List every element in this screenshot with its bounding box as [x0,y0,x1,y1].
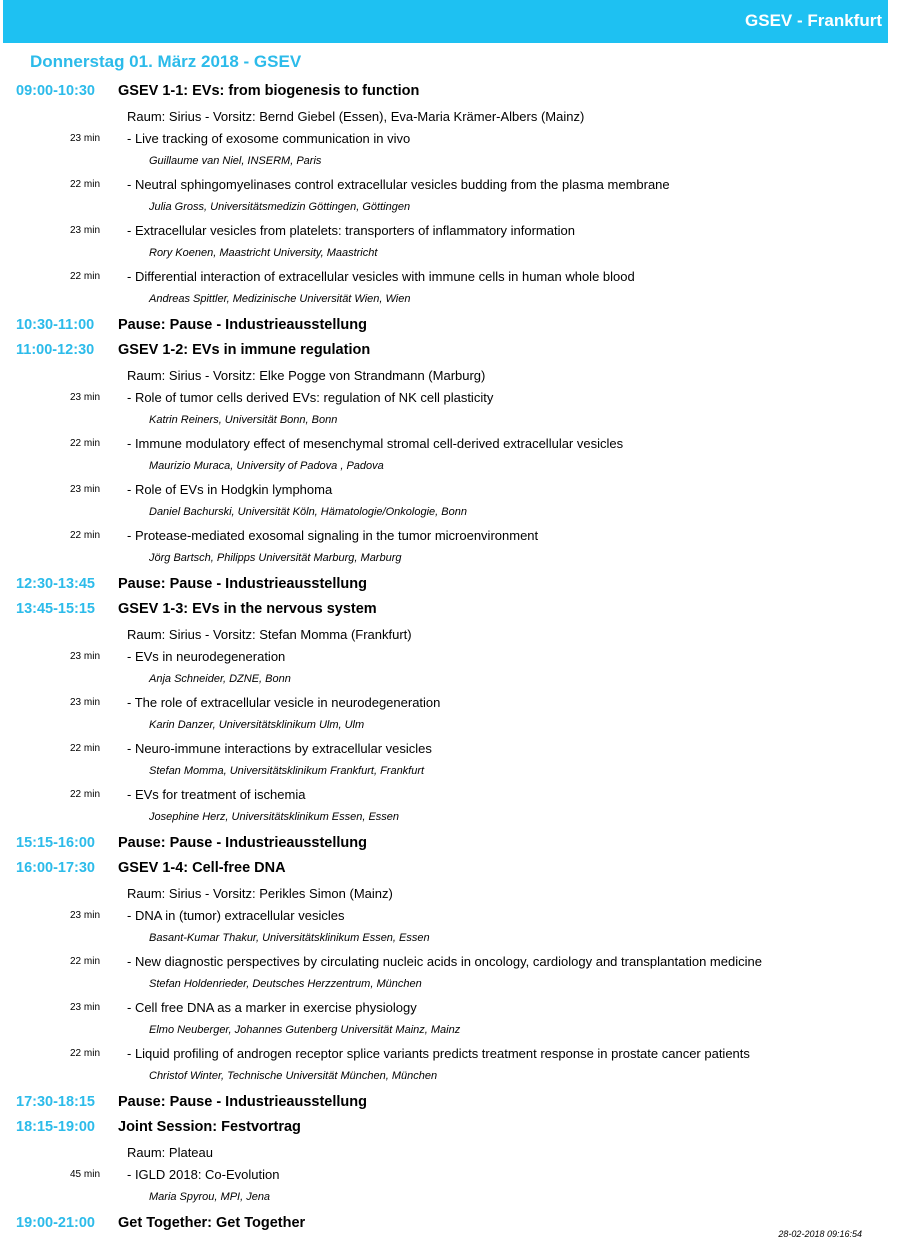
talk-speaker: Maria Spyrou, MPI, Jena [149,1191,271,1203]
talk-speaker: Stefan Holdenrieder, Deutsches Herzzentrum, München [149,978,422,990]
session-time: 17:30-18:15 [16,1094,95,1110]
talk-row [0,1165,910,1188]
talk-duration: 22 min [69,789,100,800]
room-chair: Raum: Sirius - Vorsitz: Elke Pogge von Strandmann (Marburg) [127,368,486,383]
talk-duration: 22 min [69,530,100,541]
talk-row [0,785,910,808]
speaker-row [0,670,910,693]
session-time: 16:00-17:30 [16,860,95,876]
talk-speaker: Daniel Bachurski, Universität Köln, Hämatologie/Onkologie, Bonn [149,506,467,518]
talk-duration: 23 min [69,1002,100,1013]
speaker-row [0,549,910,572]
talk-row [0,952,910,975]
talk-title: - Liquid profiling of androgen receptor splice variants predicts treatment response in prostate cancer patients [127,1046,750,1061]
header-title: GSEV - Frankfurt [745,11,882,30]
room-row [0,622,910,647]
talk-duration: 22 min [69,438,100,449]
speaker-row [0,1188,910,1211]
print-timestamp: 28-02-2018 09:16:54 [778,1229,862,1239]
session-title: Get Together: Get Together [118,1215,306,1231]
talk-row [0,693,910,716]
talk-title: - DNA in (tumor) extracellular vesicles [127,908,345,923]
speaker-row [0,244,910,267]
talk-title: - The role of extracellular vesicle in neurodegeneration [127,695,441,710]
break-row [0,831,910,856]
talk-row [0,175,910,198]
talk-duration: 45 min [69,1169,100,1180]
talk-row [0,526,910,549]
session-title: GSEV 1-2: EVs in immune regulation [118,342,371,358]
room-chair: Raum: Sirius - Vorsitz: Perikles Simon (Mainz) [127,886,393,901]
talk-duration: 23 min [69,910,100,921]
talk-title: - Extracellular vesicles from platelets: transporters of inflammatory information [127,223,575,238]
session-time: 12:30-13:45 [16,576,95,592]
room-row [0,1140,910,1165]
talk-duration: 23 min [69,697,100,708]
header-bar [3,0,888,43]
talk-title: - Neuro-immune interactions by extracellular vesicles [127,741,432,756]
session-time: 19:00-21:00 [16,1215,95,1231]
speaker-row [0,411,910,434]
talk-row [0,388,910,411]
speaker-row [0,198,910,221]
session-time: 18:15-19:00 [16,1119,95,1135]
talk-speaker: Guillaume van Niel, INSERM, Paris [149,155,322,167]
room-row [0,363,910,388]
talk-speaker: Maurizio Muraca, University of Padova , Padova [149,460,384,472]
talk-row [0,906,910,929]
talk-duration: 22 min [69,179,100,190]
talk-speaker: Karin Danzer, Universitätsklinikum Ulm, Ulm [149,719,365,731]
session-title: GSEV 1-1: EVs: from biogenesis to function [118,83,420,99]
talk-duration: 22 min [69,1048,100,1059]
speaker-row [0,762,910,785]
speaker-row [0,975,910,998]
talk-duration: 23 min [69,484,100,495]
session-title: Pause: Pause - Industrieausstellung [118,317,367,333]
session-row [0,338,910,363]
talk-duration: 22 min [69,271,100,282]
session-row [0,79,910,104]
talk-speaker: Rory Koenen, Maastricht University, Maastricht [149,247,378,259]
talk-row [0,129,910,152]
session-title: GSEV 1-4: Cell-free DNA [118,860,286,876]
talk-row [0,221,910,244]
session-time: 10:30-11:00 [16,317,95,333]
session-row [0,597,910,622]
session-title: GSEV 1-3: EVs in the nervous system [118,601,377,617]
talk-duration: 23 min [69,225,100,236]
talk-title: - Neutral sphingomyelinases control extracellular vesicles budding from the plasma membrane [127,177,670,192]
speaker-row [0,929,910,952]
talk-duration: 23 min [69,392,100,403]
session-row [0,856,910,881]
talk-title: - Immune modulatory effect of mesenchymal stromal cell-derived extracellular vesicles [127,436,624,451]
talk-row [0,647,910,670]
session-time: 09:00-10:30 [16,83,95,99]
talk-title: - Protease-mediated exosomal signaling in the tumor microenvironment [127,528,539,543]
speaker-row [0,1067,910,1090]
talk-title: - Differential interaction of extracellular vesicles with immune cells in human whole blood [127,269,635,284]
break-row [0,313,910,338]
room-chair: Raum: Sirius - Vorsitz: Bernd Giebel (Essen), Eva-Maria Krämer-Albers (Mainz) [127,109,585,124]
session-time: 11:00-12:30 [16,342,95,358]
agenda-list [0,79,910,1236]
talk-speaker: Andreas Spittler, Medizinische Universität Wien, Wien [149,293,411,305]
talk-title: - Live tracking of exosome communication in vivo [127,131,411,146]
talk-title: - Role of EVs in Hodgkin lymphoma [127,482,333,497]
talk-title: - Role of tumor cells derived EVs: regulation of NK cell plasticity [127,390,494,405]
speaker-row [0,503,910,526]
room-row [0,881,910,906]
room-chair: Raum: Sirius - Vorsitz: Stefan Momma (Frankfurt) [127,627,412,642]
day-title: Donnerstag 01. März 2018 - GSEV [30,52,302,71]
speaker-row [0,152,910,175]
break-row [0,1090,910,1115]
talk-title: - EVs for treatment of ischemia [127,787,306,802]
session-time: 15:15-16:00 [16,835,95,851]
talk-speaker: Elmo Neuberger, Johannes Gutenberg Universität Mainz, Mainz [149,1024,461,1036]
talk-speaker: Josephine Herz, Universitätsklinikum Essen, Essen [149,811,400,823]
speaker-row [0,1021,910,1044]
talk-duration: 23 min [69,651,100,662]
talk-speaker: Stefan Momma, Universitätsklinikum Frankfurt, Frankfurt [149,765,425,777]
talk-duration: 22 min [69,956,100,967]
speaker-row [0,457,910,480]
session-row [0,1115,910,1140]
break-row [0,1211,910,1236]
talk-title: - IGLD 2018: Co-Evolution [127,1167,280,1182]
room-chair: Raum: Plateau [127,1145,213,1160]
talk-speaker: Katrin Reiners, Universität Bonn, Bonn [149,414,338,426]
talk-title: - Cell free DNA as a marker in exercise physiology [127,1000,417,1015]
session-title: Pause: Pause - Industrieausstellung [118,576,367,592]
talk-speaker: Jörg Bartsch, Philipps Universität Marburg, Marburg [149,552,402,564]
talk-row [0,739,910,762]
talk-row [0,267,910,290]
talk-row [0,434,910,457]
talk-row [0,480,910,503]
session-title: Joint Session: Festvortrag [118,1119,301,1135]
talk-speaker: Basant-Kumar Thakur, Universitätsklinikum Essen, Essen [149,932,430,944]
talk-duration: 22 min [69,743,100,754]
talk-row [0,1044,910,1067]
break-row [0,572,910,597]
session-time: 13:45-15:15 [16,601,95,617]
speaker-row [0,808,910,831]
speaker-row [0,290,910,313]
talk-duration: 23 min [69,133,100,144]
talk-speaker: Julia Gross, Universitätsmedizin Göttingen, Göttingen [149,201,411,213]
talk-speaker: Anja Schneider, DZNE, Bonn [149,673,291,685]
speaker-row [0,716,910,739]
room-row [0,104,910,129]
talk-title: - EVs in neurodegeneration [127,649,286,664]
talk-row [0,998,910,1021]
talk-title: - New diagnostic perspectives by circulating nucleic acids in oncology, cardiology and transplantation medicine [127,954,762,969]
talk-speaker: Christof Winter, Technische Universität München, München [149,1070,438,1082]
session-title: Pause: Pause - Industrieausstellung [118,835,367,851]
session-title: Pause: Pause - Industrieausstellung [118,1094,367,1110]
